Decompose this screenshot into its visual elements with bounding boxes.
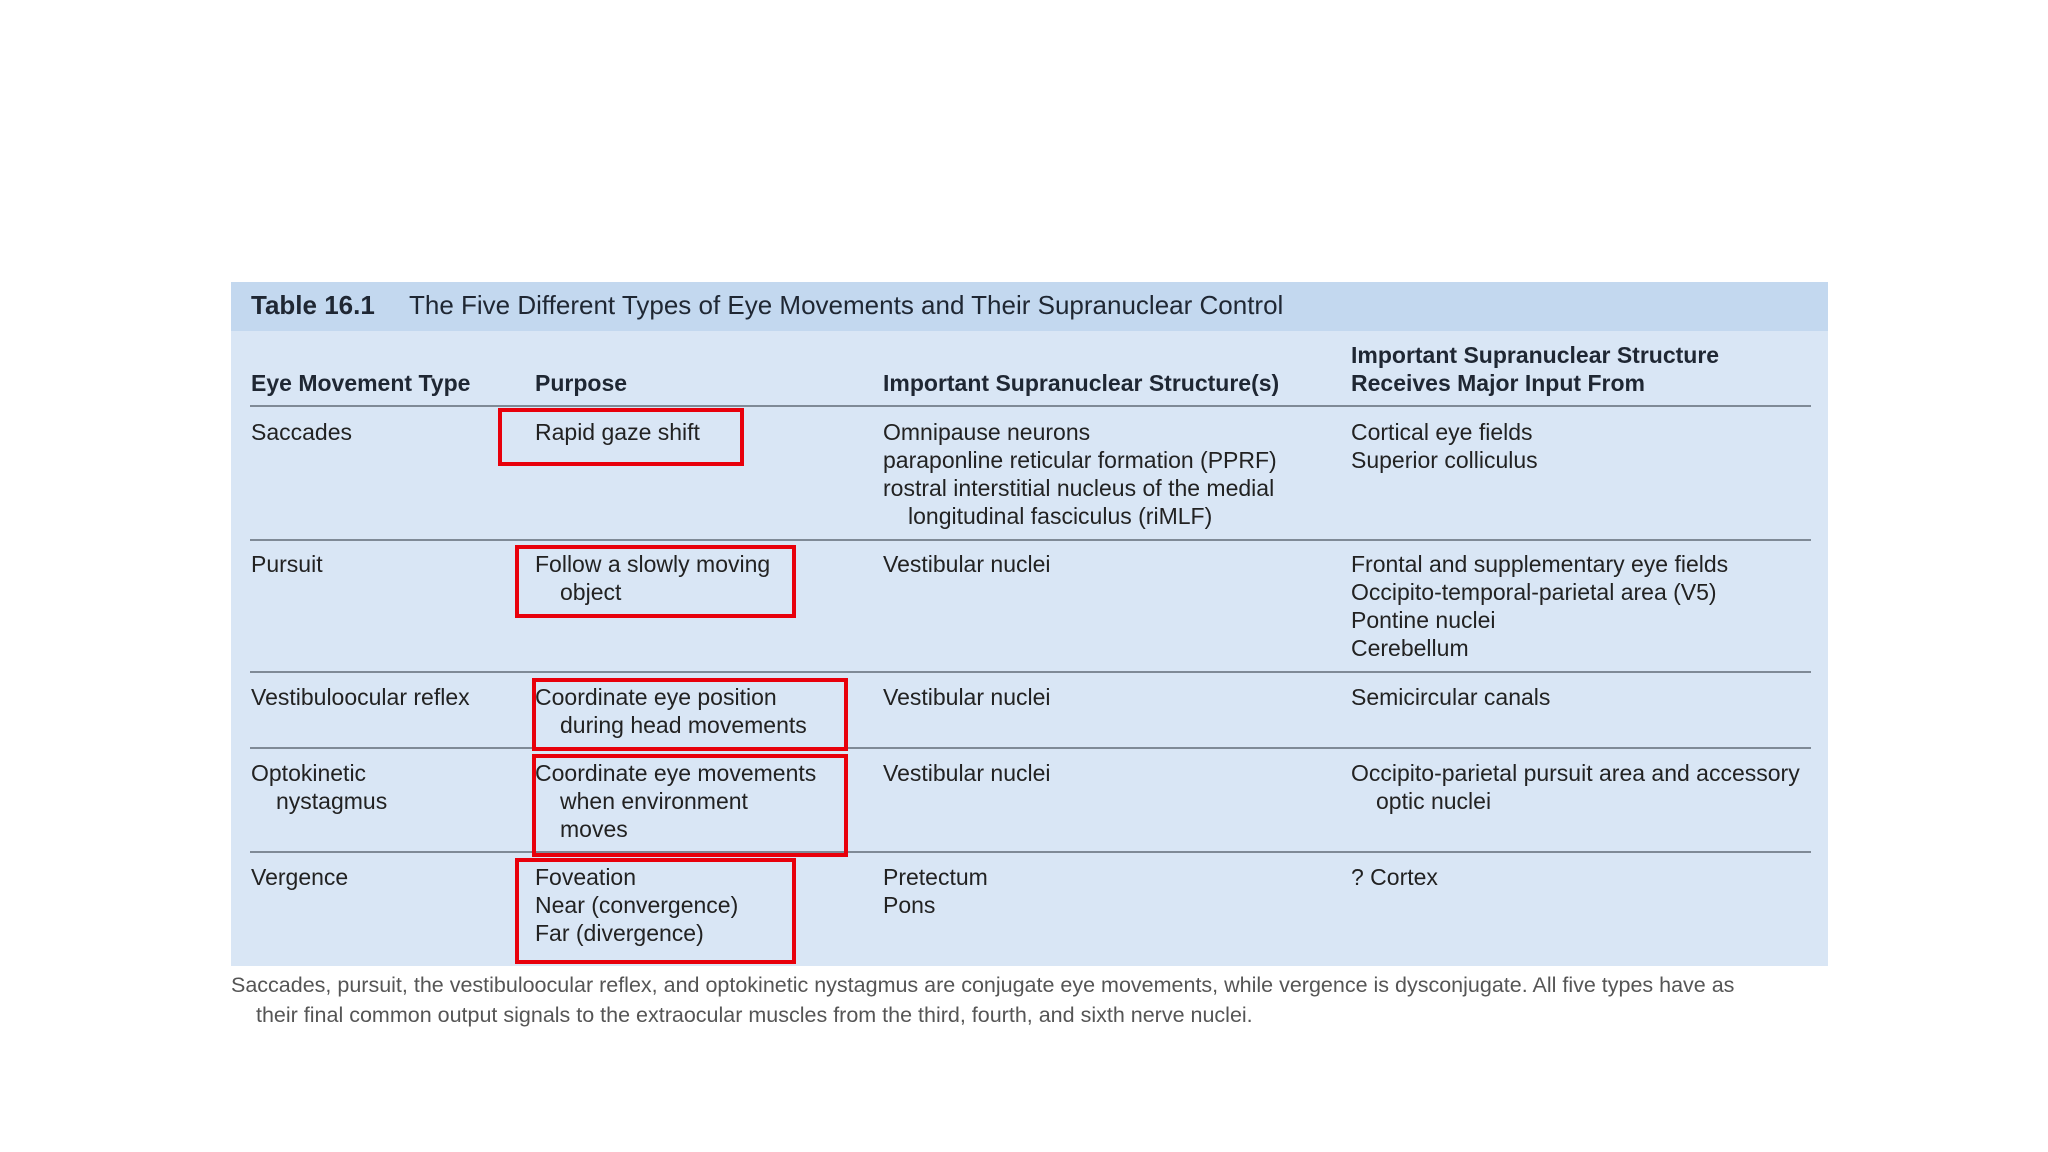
row-rule-3 <box>250 747 1811 749</box>
highlight-box-vor-purpose <box>532 678 848 751</box>
row-vergence-purpose-line3: Far (divergence) <box>535 920 704 946</box>
table-16-1 <box>231 282 1828 966</box>
row-vergence-structures-line1: Pretectum <box>883 864 988 890</box>
row-saccades-structures-line1: Omnipause neurons <box>883 419 1091 445</box>
footnote-line2: their final common output signals to the extraocular muscles from the third, fourth, and sixth nerve nuclei. <box>256 1003 1253 1027</box>
row-saccades-structures-line4: longitudinal fasciculus (riMLF) <box>908 503 1213 529</box>
row-vergence-type <box>251 863 348 891</box>
row-okn-purpose-line2: when environment <box>560 788 748 814</box>
row-okn-input-line2: optic nuclei <box>1376 788 1492 814</box>
table-footnote <box>231 970 1831 1030</box>
row-saccades-input <box>1351 418 1538 474</box>
row-vor-structures-line1: Vestibular nuclei <box>883 684 1051 710</box>
header-rule <box>250 405 1811 407</box>
row-saccades-structures <box>883 418 1277 530</box>
header-purpose: Purpose <box>535 370 628 396</box>
row-pursuit-input-line1: Frontal and supplementary eye fields <box>1351 551 1729 577</box>
row-okn-type <box>251 759 387 815</box>
row-saccades-structures-line3: rostral interstitial nucleus of the medial <box>883 475 1275 501</box>
footnote-line1: Saccades, pursuit, the vestibuloocular reflex, and optokinetic nystagmus are conjugate eye movements, while vergence is dysconjugate. All five types have as <box>231 973 1735 997</box>
row-rule-2 <box>250 671 1811 673</box>
row-okn-structures-line1: Vestibular nuclei <box>883 760 1051 786</box>
row-okn-input <box>1351 759 1800 815</box>
row-pursuit-structures-line1: Vestibular nuclei <box>883 551 1051 577</box>
table-caption-bar <box>231 282 1828 331</box>
row-vergence-structures <box>883 863 988 919</box>
row-vergence-type-line1: Vergence <box>251 864 349 890</box>
header-major-input <box>1351 341 1719 397</box>
table-title: The Five Different Types of Eye Movements and Their Supranuclear Control <box>409 290 1284 320</box>
row-vergence-purpose-line1: Foveation <box>535 864 637 890</box>
header-eye-movement-type: Eye Movement Type <box>251 370 471 396</box>
row-vor-type-line1: Vestibuloocular reflex <box>251 684 470 710</box>
row-saccades-structures-line2: paraponline reticular formation (PPRF) <box>883 447 1277 473</box>
row-pursuit-input-line3: Pontine nuclei <box>1351 607 1496 633</box>
row-vergence-purpose-line2: Near (convergence) <box>535 892 739 918</box>
row-vor-type <box>251 683 470 711</box>
row-vor-purpose-line2: during head movements <box>560 712 807 738</box>
row-okn-purpose-line1: Coordinate eye movements <box>535 760 817 786</box>
row-rule-1 <box>250 539 1811 541</box>
row-vor-input <box>1351 683 1550 711</box>
row-saccades-input-line1: Cortical eye fields <box>1351 419 1533 445</box>
row-okn-type-line2: nystagmus <box>276 788 388 814</box>
row-pursuit-input <box>1351 550 1728 662</box>
row-saccades-type <box>251 418 352 446</box>
row-vor-purpose-line1: Coordinate eye position <box>535 684 777 710</box>
row-okn-purpose-line3: moves <box>560 816 628 842</box>
row-okn-input-line1: Occipito-parietal pursuit area and accessory <box>1351 760 1800 786</box>
row-vor-structures <box>883 683 1051 711</box>
header-supranuclear-structures: Important Supranuclear Structure(s) <box>883 370 1280 396</box>
row-saccades-input-line2: Superior colliculus <box>1351 447 1538 473</box>
row-okn-structures <box>883 759 1051 787</box>
highlight-box-saccades-purpose <box>498 408 744 466</box>
row-pursuit-purpose-line1: Follow a slowly moving <box>535 551 771 577</box>
row-pursuit-type <box>251 550 323 578</box>
row-saccades-purpose-line1: Rapid gaze shift <box>535 419 700 445</box>
highlight-box-okn-purpose <box>532 754 848 857</box>
row-pursuit-type-line1: Pursuit <box>251 551 323 577</box>
highlight-box-vergence-purpose <box>515 858 796 964</box>
row-pursuit-structures <box>883 550 1051 578</box>
row-pursuit-input-line4: Cerebellum <box>1351 635 1469 661</box>
row-saccades-type-line1: Saccades <box>251 419 353 445</box>
row-vergence-input-line1: ? Cortex <box>1351 864 1438 890</box>
table-label: Table 16.1 <box>251 290 375 320</box>
row-vergence-input <box>1351 863 1438 891</box>
row-vor-input-line1: Semicircular canals <box>1351 684 1551 710</box>
row-pursuit-purpose-line2: object <box>560 579 622 605</box>
highlight-box-pursuit-purpose <box>515 545 796 618</box>
row-vergence-structures-line2: Pons <box>883 892 936 918</box>
header-major-input-line1: Important Supranuclear Structure <box>1351 342 1720 368</box>
row-pursuit-input-line2: Occipito-temporal-parietal area (V5) <box>1351 579 1717 605</box>
row-okn-type-line1: Optokinetic <box>251 760 367 786</box>
row-rule-4 <box>250 851 1811 853</box>
header-major-input-line2: Receives Major Input From <box>1351 370 1645 396</box>
